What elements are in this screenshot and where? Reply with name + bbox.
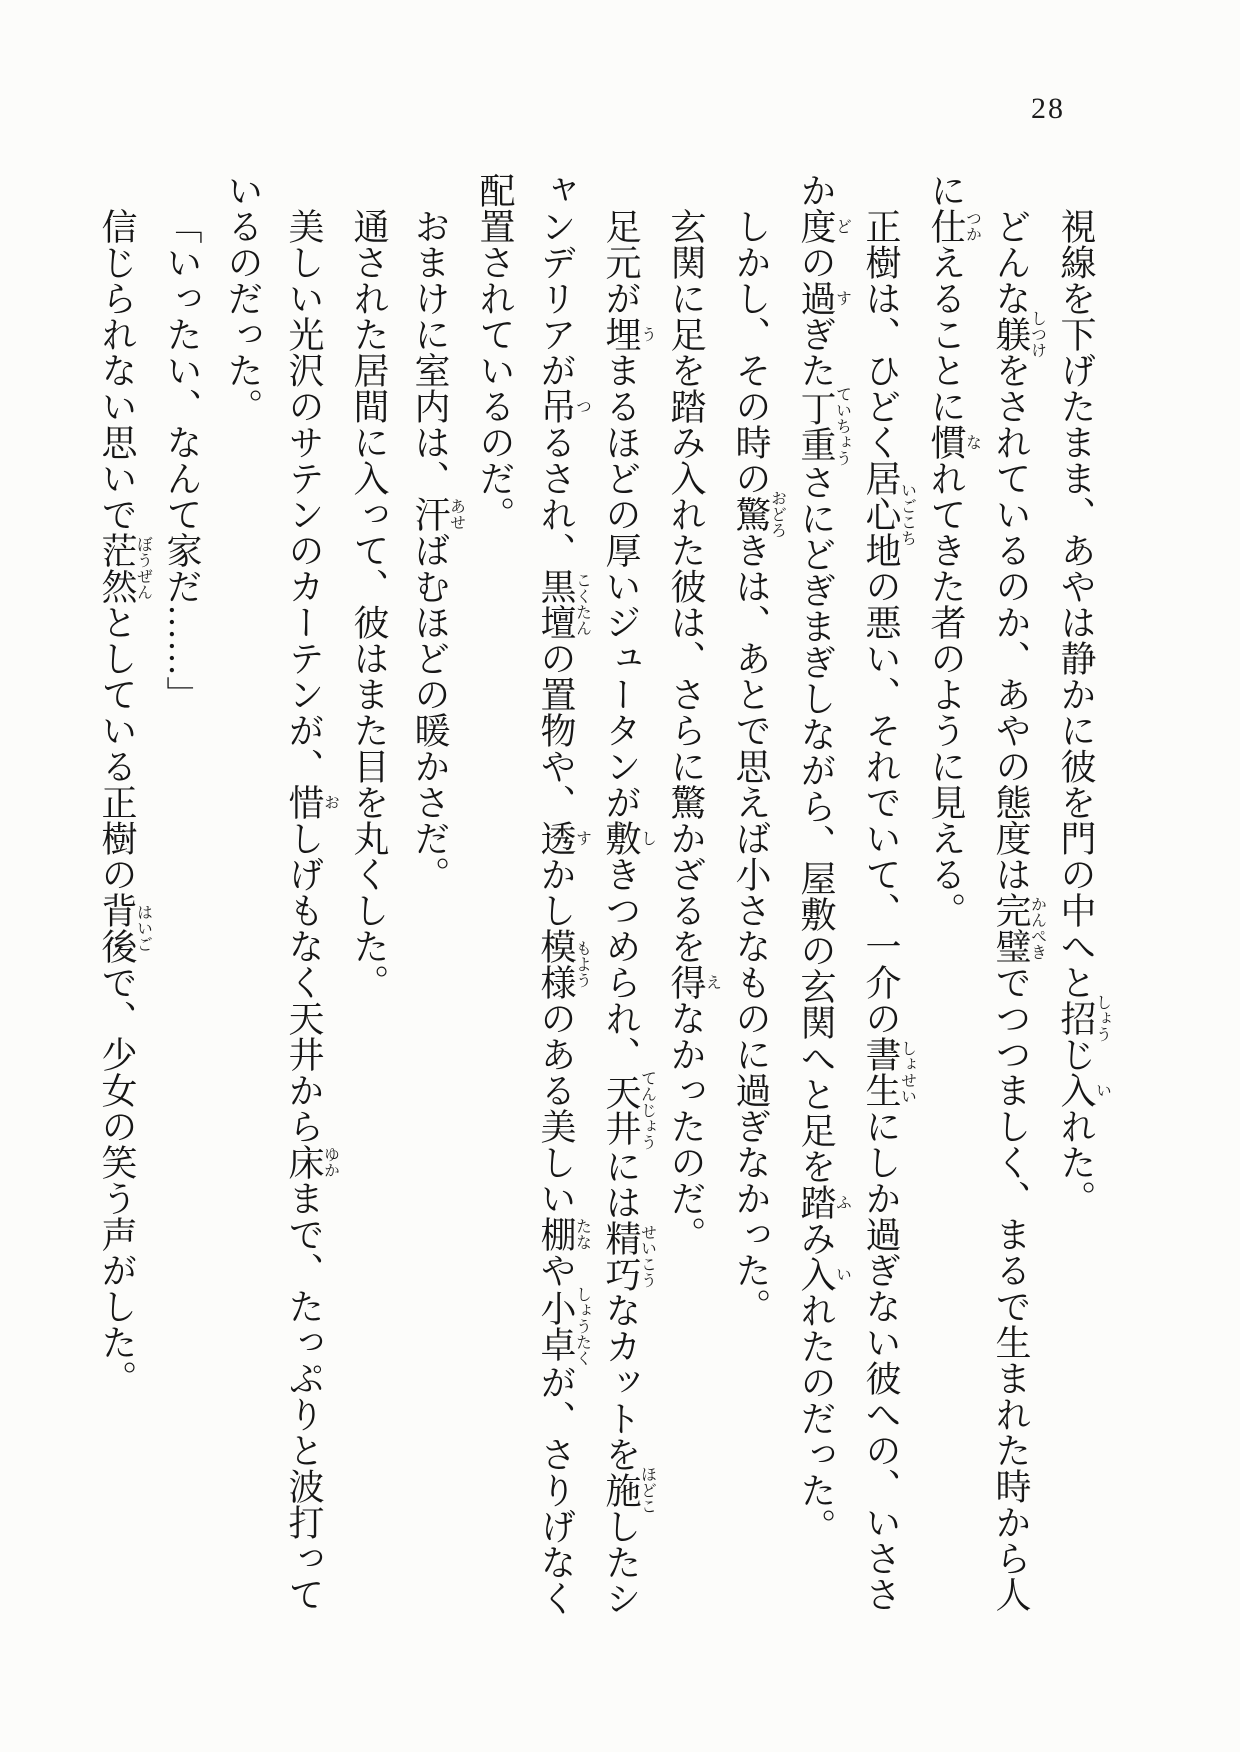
ruby-word: 書生しょせい [861,1036,916,1108]
furigana: う [638,316,656,352]
text-segment: なカットを [601,1292,641,1472]
furigana: す [573,820,591,856]
text-segment: 足元が [601,208,641,316]
text-segment: しげもなく天井から [284,820,324,1144]
ruby-word: 黒壇こくたん [536,568,591,640]
ruby-word: 精巧せいこう [601,1220,656,1292]
ruby-word: 敷し [601,820,656,856]
furigana: ぼうぜん [134,532,152,604]
ruby-word: 汗あせ [410,496,465,532]
text-segment: いるのだった。 [223,172,263,424]
text-line-6 [720,172,785,1672]
furigana: し [638,820,656,856]
ruby-word: 透す [536,820,591,856]
text-segment: えることに [926,244,966,424]
text-line-13 [273,172,338,1672]
text-segment: か [796,172,836,208]
text-line-11 [399,172,464,1672]
ruby-word: 施ほどこ [601,1466,656,1514]
ruby-word: 踏ふ [796,1184,851,1220]
text-segment: ぎた [796,316,836,388]
ruby-word: 入い [1056,1072,1111,1108]
furigana: お [321,784,339,820]
ruby-word: 背後はいご [97,892,152,964]
body-text [86,172,1110,1672]
ruby-word: 棚たな [536,1216,591,1252]
ruby-word: 完璧かんぺき [991,892,1046,964]
furigana: つ [573,388,591,424]
text-segment: をされているのか、あやの態度は [991,352,1031,892]
text-segment: さにどぎまぎしながら、屋敷の玄関へと足を [796,464,836,1184]
text-segment: まで、たっぷりと波打って [284,1180,324,1612]
ruby-word: 床ゆか [284,1144,339,1180]
text-segment: の [796,244,836,280]
furigana: ゆか [321,1144,339,1180]
ruby-word: 過す [796,280,851,316]
ruby-word: 居心地いごこち [861,460,916,568]
text-line-12 [338,172,399,1672]
furigana: しつけ [1028,310,1046,358]
ruby-word: 吊つ [536,388,591,424]
text-segment: 美しい光沢のサテンのカーテンが、 [284,208,324,784]
ruby-word: 惜お [284,784,339,820]
text-segment: きつめられ、 [601,856,641,1072]
text-segment: でつつましく、まるで生まれた時から人 [991,964,1031,1612]
text-segment: ばむほどの暖かさだ。 [410,532,450,892]
ruby-word: 模様もよう [536,928,591,1000]
ruby-word: 得え [666,964,721,1000]
furigana: もよう [573,928,591,1000]
ruby-word: 招しょう [1056,994,1111,1042]
text-segment: じ [1056,1036,1096,1072]
text-line-14 [212,172,273,1672]
furigana: いごこち [898,460,916,568]
ruby-word: 埋う [601,316,656,352]
furigana: てんじょう [638,1070,656,1150]
furigana: い [1093,1072,1111,1108]
text-segment: かし [536,856,576,928]
furigana: つか [963,208,981,244]
furigana: ふ [833,1184,851,1220]
ruby-word: 茫然ぼうぜん [97,532,152,604]
furigana: はいご [134,892,152,964]
text-segment: どんな [991,208,1031,316]
furigana: な [963,424,981,460]
text-segment: きは、あとで思えば小さなものに過ぎなかった。 [731,532,771,1324]
text-segment: ャンデリアが [536,172,576,388]
furigana: え [703,964,721,1000]
text-segment: 玄関に足を踏み入れた彼は、さらに驚かざるを [666,208,706,964]
text-segment: 通された居間に入って、彼はまた目を丸くした。 [349,208,389,1000]
text-segment: 「いったい、なんて家だ……」 [162,208,202,712]
furigana: ど [833,208,851,244]
text-segment: 視線を下げたまま、あやは静かに彼を門の中へと [1056,208,1096,1000]
text-line-10 [464,172,525,1672]
text-segment: のある美しい [536,1000,576,1216]
ruby-word: 天井てんじょう [601,1070,656,1150]
text-segment: るされ、 [536,424,576,568]
furigana: ほどこ [638,1466,656,1514]
text-line-4 [850,172,915,1672]
text-segment: れてきた者のように見える。 [926,460,966,928]
text-segment: しかし、その時の [731,208,771,496]
text-segment: 信じられない思いで [97,208,137,532]
text-line-1 [1045,172,1110,1672]
ruby-word: 度ど [796,208,851,244]
furigana: い [833,1256,851,1292]
text-segment: おまけに室内は、 [410,208,450,496]
text-line-15 [151,172,212,1672]
ruby-word: 慣な [926,424,981,460]
ruby-word: 小卓しょうたく [536,1286,591,1366]
text-segment: 正樹は、ひどく [861,208,901,460]
text-segment: なかったのだ。 [666,1000,706,1252]
furigana: あせ [447,496,465,532]
text-line-2 [980,172,1045,1672]
text-segment: したシ [601,1508,641,1616]
text-line-5 [785,172,850,1672]
text-segment: としている正樹の [97,604,137,892]
ruby-word: 躾しつけ [991,310,1046,358]
furigana: しょうたく [573,1286,591,1366]
text-segment: れた。 [1056,1108,1096,1216]
text-segment: が、さりげなく [536,1364,576,1616]
furigana: しょせい [898,1036,916,1108]
text-line-3 [915,172,980,1672]
text-segment: に [926,172,966,208]
furigana: こくたん [573,568,591,640]
furigana: ていちょう [833,386,851,466]
ruby-word: 入い [796,1256,851,1292]
text-line-7 [655,172,720,1672]
ruby-word: 仕つか [926,208,981,244]
text-line-16 [86,172,151,1672]
text-segment: の悪い、それでいて、一介の [861,568,901,1036]
furigana: たな [573,1216,591,1252]
text-segment: の置物や、 [536,640,576,820]
text-segment: れたのだった。 [796,1292,836,1544]
text-segment: には [601,1148,641,1220]
text-segment: まるほどの厚いジュータンが [601,352,641,820]
text-segment: 配置されているのだ。 [475,172,515,532]
furigana: せいこう [638,1220,656,1292]
furigana: おどろ [768,490,786,538]
page-number: 28 [1031,92,1065,125]
text-segment: で、少女の笑う声がした。 [97,964,137,1396]
text-segment: や [536,1252,576,1288]
text-line-8 [590,172,655,1672]
furigana: かんぺき [1028,892,1046,964]
text-line-9 [525,172,590,1672]
ruby-word: 丁重ていちょう [796,386,851,466]
ruby-word: 驚おどろ [731,490,786,538]
furigana: す [833,280,851,316]
furigana: しょう [1093,994,1111,1042]
text-segment: み [796,1220,836,1256]
text-segment: にしか過ぎない彼への、いささ [861,1108,901,1612]
